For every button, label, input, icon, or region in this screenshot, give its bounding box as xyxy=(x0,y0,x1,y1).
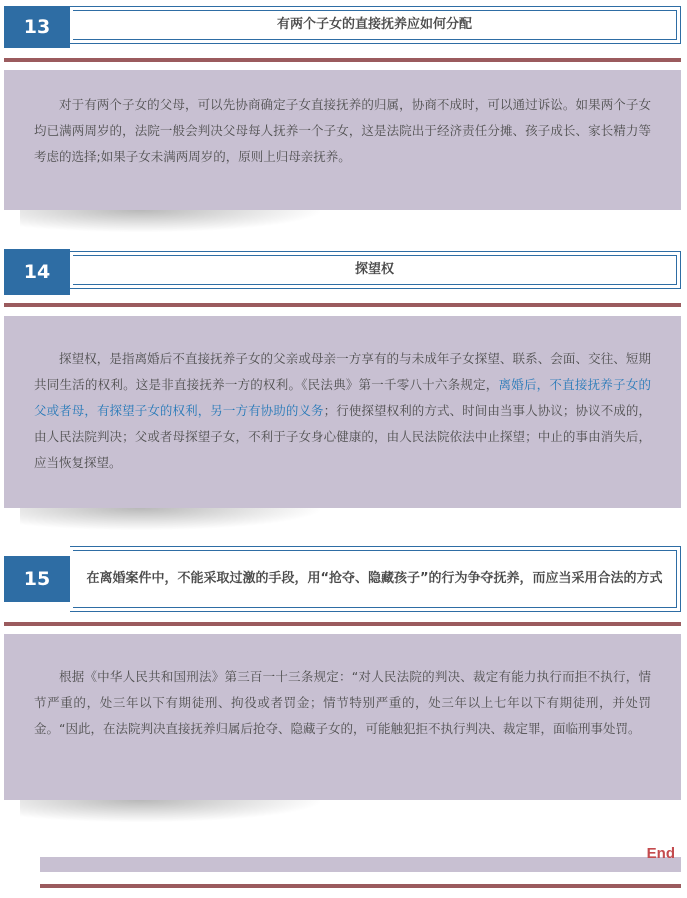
body-text-run: 探望权，是指离婚后不直接抚养子女的父亲或母亲一方享有的与未成年子女探望、联系、会面、交往、短期共同生活的权利。这是非直接抚养一方的权利。《民法典》第一千零八十六条规定， xyxy=(34,351,651,392)
section-number: 13 xyxy=(23,16,51,38)
section-divider xyxy=(4,622,681,626)
section-number-badge xyxy=(4,556,70,602)
section-body-card xyxy=(4,70,681,210)
body-text-highlight: 离婚后，不直接抚养子女的父或者母，有探望子女的权利，另一方有协助的义务 xyxy=(34,377,651,418)
end-label: End xyxy=(646,845,675,862)
section-title: 有两个子女的直接抚养应如何分配 xyxy=(73,10,677,40)
section-divider xyxy=(4,303,681,307)
section-number-badge xyxy=(4,6,70,48)
end-bar xyxy=(40,857,681,872)
card-shadow xyxy=(20,800,320,822)
card-shadow xyxy=(20,210,320,232)
section-body-text xyxy=(34,664,651,742)
section-number-badge xyxy=(4,249,70,295)
body-text-run: 根据《中华人民共和国刑法》第三百一十三条规定：“对人民法院的判决、裁定有能力执行而拒不执行，情节严重的，处三年以下有期徒刑、拘役或者罚金；情节特别严重的，处三年以上七年以下有期徒刑，并处罚金。“因此，在法院判决直接抚养归属后抢夺、隐藏子女的，可能触犯拒不执行判决、裁定罪，面临刑事处罚。 xyxy=(34,669,651,736)
section-divider xyxy=(4,58,681,62)
end-divider xyxy=(40,884,681,888)
section-title: 在离婚案件中，不能采取过激的手段，用“抢夺、隐藏孩子”的行为争夺抚养，而应当采用合法的方式 xyxy=(73,550,677,608)
section-number: 15 xyxy=(23,568,51,590)
section-body-text xyxy=(34,92,651,170)
section-number: 14 xyxy=(23,261,51,283)
section-title-frame xyxy=(70,546,681,612)
body-text-run: ；行使探望权利的方式、时间由当事人协议；协议不成的，由人民法院判决；父或者母探望子女，不利于子女身心健康的，由人民法院依法中止探望；中止的事由消失后，应当恢复探望。 xyxy=(34,403,651,470)
section-body-card xyxy=(4,634,681,800)
section-title-frame xyxy=(70,6,681,44)
body-text-run: 对于有两个子女的父母，可以先协商确定子女直接抚养的归属，协商不成时，可以通过诉讼。如果两个子女均已满两周岁的，法院一般会判决父母每人抚养一个子女，这是法院出于经济责任分摊、孩子成长、家长精力等考虑的选择;如果子女未满两周岁的，原则上归母亲抚养。 xyxy=(34,97,651,164)
section-title: 探望权 xyxy=(73,255,677,285)
section-body-text xyxy=(34,346,651,476)
card-shadow xyxy=(20,508,320,530)
section-body-card xyxy=(4,316,681,508)
section-title-frame xyxy=(70,251,681,289)
